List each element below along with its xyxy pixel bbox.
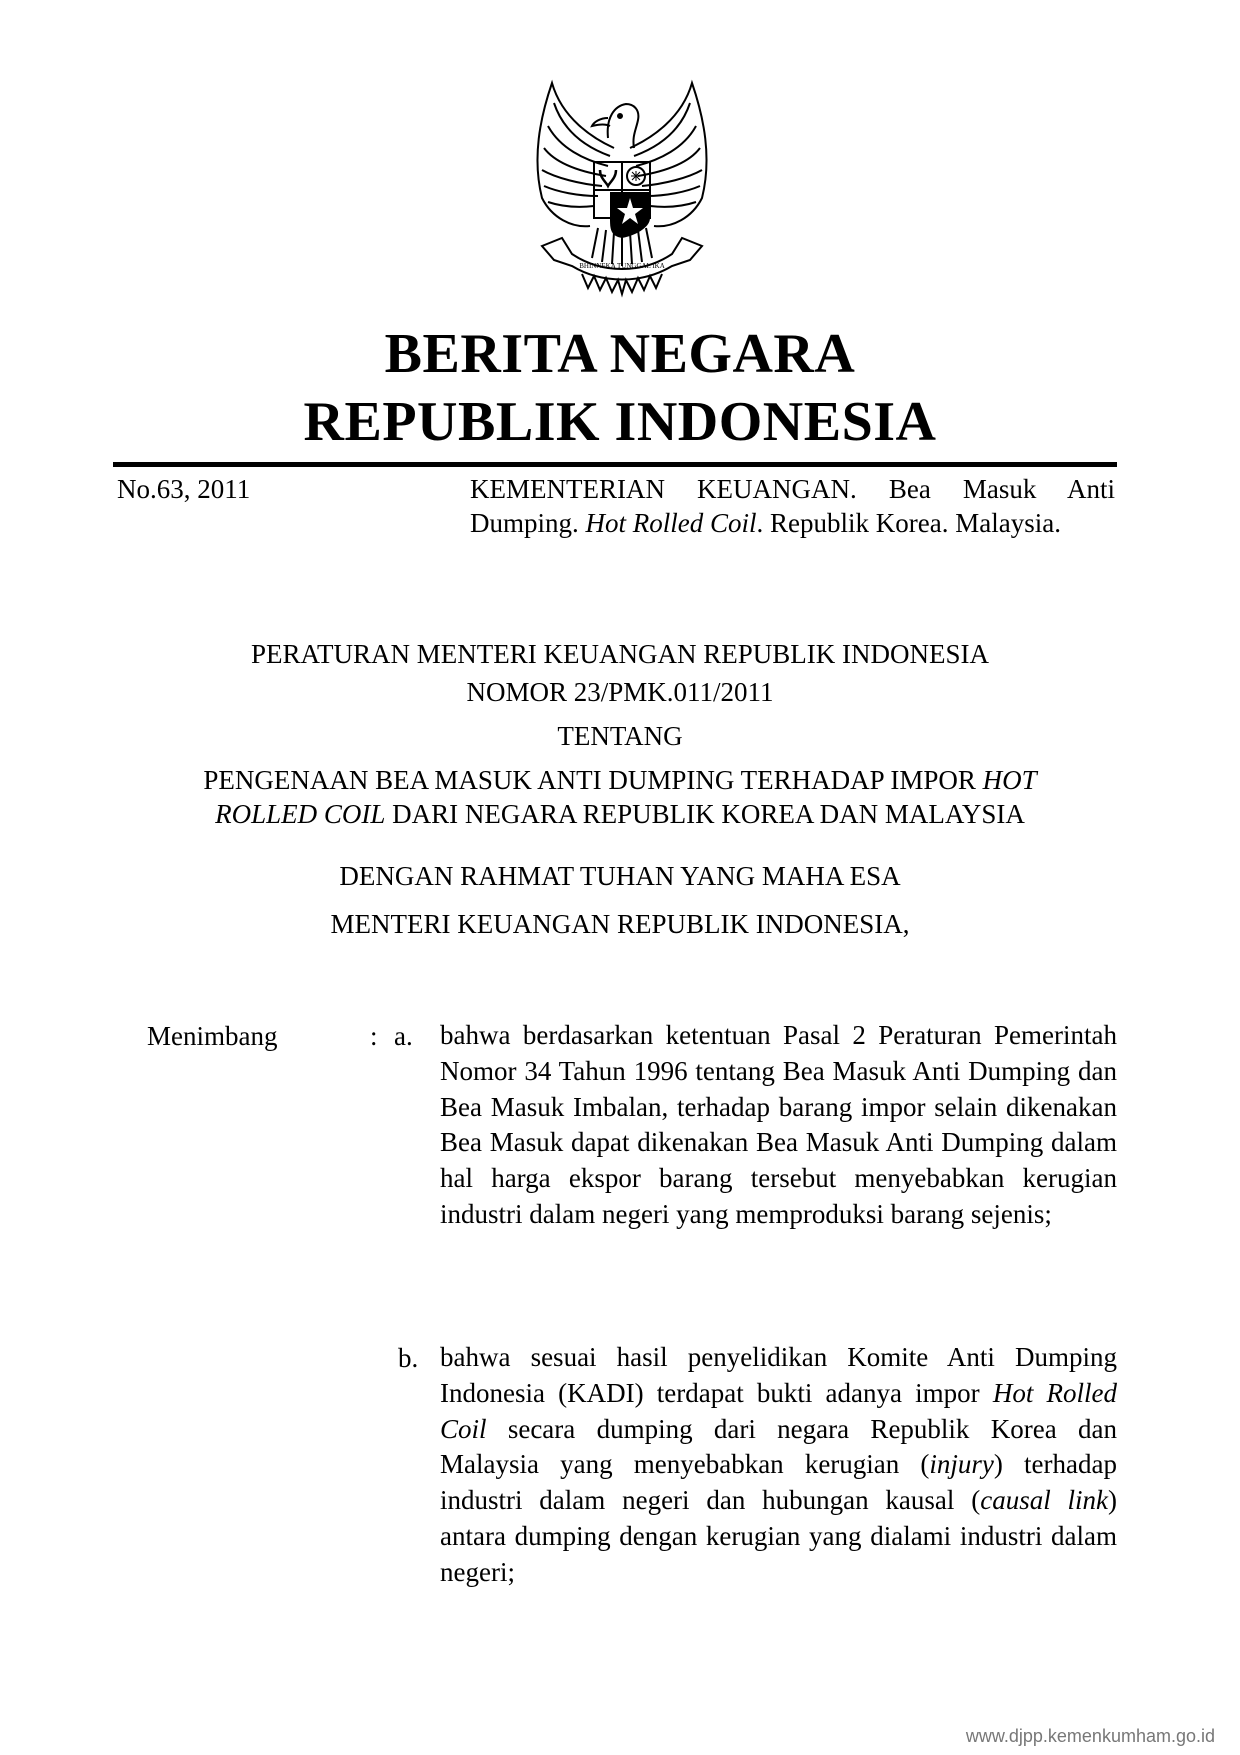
masthead-subtitle: REPUBLIK INDONESIA [303,391,937,453]
gazette-subject-italic: Hot Rolled Coil [585,508,757,538]
header-divider [113,462,1117,467]
regulation-subject-italic: ROLLED COIL [215,799,386,829]
consideration-item-b [440,1340,1117,1591]
regulation-subject-line-1 [0,763,1240,797]
gazette-subject [470,472,1115,540]
gazette-subject-text: KEMENTERIAN KEUANGAN. Bea Masuk Anti Dumping. [470,474,1115,538]
item-text: secara dumping dari negara Republik Korea dan Malaysia yang menyebabkan kerugian ( [440,1413,1117,1480]
regulation-subject-line-2 [0,797,1240,831]
item-text: ) antara dumping dengan kerugian yang dialami industri dalam negeri; [440,1485,1118,1587]
item-text: ) terhadap industri dalam negeri dan hubungan kausal ( [440,1449,1118,1516]
svg-text:BHINNEKA TUNGGAL IKA: BHINNEKA TUNGGAL IKA [579,262,665,270]
regulation-number: NOMOR 23/PMK.011/2011 [466,677,774,707]
item-italic: injury [929,1449,994,1480]
item-italic: Hot Rolled Coil [440,1377,1117,1444]
gazette-number: No.63, 2011 [117,474,251,504]
item-marker-b: b. [398,1343,419,1373]
consideration-item-a: bahwa berdasarkan ketentuan Pasal 2 Peraturan Pemerintah Nomor 34 Tahun 1996 tentang Bea Masuk Anti Dumping dan Bea Masuk Imbalan, terhadap barang impor selain dikenakan Bea Masuk dapat dikenakan Bea Masuk Anti Dumping dalam hal harga ekspor barang tersebut menyebabkan kerugian industri dalam negeri yang memproduksi barang sejenis; [440,1020,1117,1229]
gazette-subject-text: . Republik Korea. Malaysia. [756,508,1061,538]
masthead-title: BERITA NEGARA [384,323,856,385]
regulation-title: PERATURAN MENTERI KEUANGAN REPUBLIK INDONESIA [251,639,989,669]
source-watermark: www.djpp.kemenkumham.go.id [965,1726,1215,1746]
issuing-authority: MENTERI KEUANGAN REPUBLIK INDONESIA, [330,909,910,939]
considerations-label: Menimbang [147,1021,278,1051]
item-italic: causal link [980,1485,1109,1516]
regulation-subject-italic: HOT [982,765,1037,795]
considerations-colon: : [370,1021,378,1051]
regulation-subject-text: PENGENAAN BEA MASUK ANTI DUMPING TERHADAP IMPOR [203,765,983,795]
regulation-about: TENTANG [557,721,683,751]
item-marker-a: a. [394,1021,413,1051]
item-text: bahwa sesuai hasil penyelidikan Komite Anti Dumping Indonesia (KADI) terdapat bukti adanya impor [440,1342,1117,1408]
invocation: DENGAN RAHMAT TUHAN YANG MAHA ESA [339,861,901,891]
regulation-subject-text: DARI NEGARA REPUBLIK KOREA DAN MALAYSIA [385,799,1025,829]
garuda-pancasila-emblem-icon [522,78,722,298]
